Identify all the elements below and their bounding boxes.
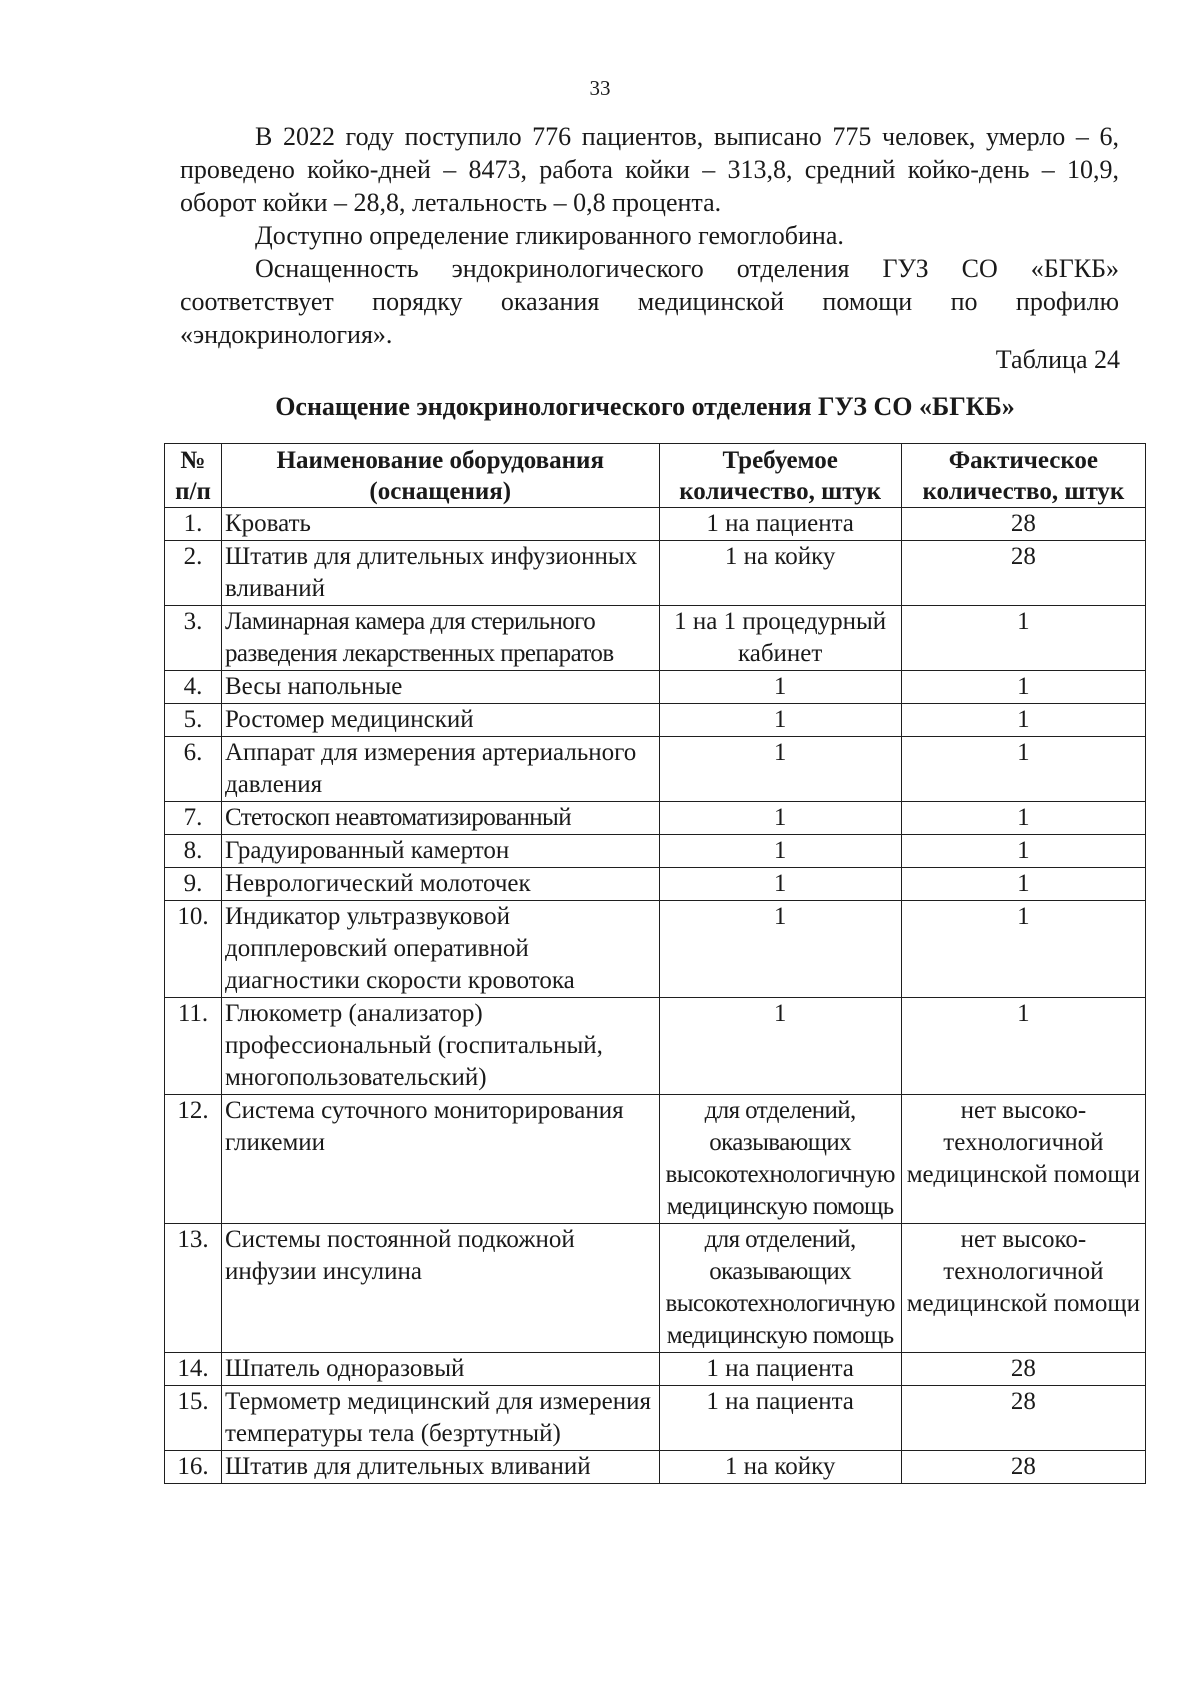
row-name: Неврологический молоточек xyxy=(221,868,659,901)
equipment-table xyxy=(164,443,1146,1484)
row-num: 16. xyxy=(165,1451,222,1484)
row-name: Индикатор ультразвуковой допплеровский оперативной диагностики скорости кровотока xyxy=(221,901,659,998)
row-num: 5. xyxy=(165,704,222,737)
row-name: Ламинарная камера для стерильного разведения лекарственных препаратов xyxy=(221,606,659,671)
row-num: 9. xyxy=(165,868,222,901)
row-actual: нет высоко-технологичной медицинской помощи xyxy=(901,1224,1145,1353)
row-actual: 1 xyxy=(901,606,1145,671)
row-name: Система суточного мониторирования гликемии xyxy=(221,1095,659,1224)
row-required: 1 xyxy=(659,998,901,1095)
row-name: Системы постоянной подкожной инфузии инсулина xyxy=(221,1224,659,1353)
row-required: 1 на койку xyxy=(659,1451,901,1484)
row-actual: 1 xyxy=(901,671,1145,704)
row-required: 1 xyxy=(659,671,901,704)
table-row xyxy=(165,901,1146,998)
table-row xyxy=(165,704,1146,737)
row-actual: 1 xyxy=(901,835,1145,868)
row-actual: 1 xyxy=(901,868,1145,901)
paragraph-equipment-compliance: Оснащенность эндокринологического отделения ГУЗ СО «БГКБ» соответствует порядку оказания медицинской помощи по профилю «эндокринология». xyxy=(180,254,1119,349)
table-header-row xyxy=(165,444,1146,508)
page-number: 33 xyxy=(589,76,611,100)
row-num: 10. xyxy=(165,901,222,998)
table-row xyxy=(165,1095,1146,1224)
row-required: 1 xyxy=(659,868,901,901)
table-row xyxy=(165,1224,1146,1353)
table-row xyxy=(165,737,1146,802)
row-name: Аппарат для измерения артериального давления xyxy=(221,737,659,802)
paragraph-statistics: В 2022 году поступило 776 пациентов, выписано 775 человек, умерло – 6, проведено койко-дней – 8473, работа койки – 313,8, средний койко-день – 10,9, оборот койки – 28,8, летальность – 0,8 процента. xyxy=(180,122,1119,217)
row-required: 1 xyxy=(659,704,901,737)
row-name: Штатив для длительных инфузионных вливаний xyxy=(221,541,659,606)
row-num: 7. xyxy=(165,802,222,835)
table-row xyxy=(165,1386,1146,1451)
row-required: для отделений, оказывающих высокотехнологичную медицинскую помощь xyxy=(659,1224,901,1353)
row-name: Термометр медицинский для измерения температуры тела (безртутный) xyxy=(221,1386,659,1451)
row-required: 1 на койку xyxy=(659,541,901,606)
row-name: Весы напольные xyxy=(221,671,659,704)
row-actual: 1 xyxy=(901,737,1145,802)
row-num: 14. xyxy=(165,1353,222,1386)
table-row xyxy=(165,868,1146,901)
row-required: 1 на пациента xyxy=(659,1353,901,1386)
row-num: 4. xyxy=(165,671,222,704)
table-row xyxy=(165,508,1146,541)
row-name: Ростомер медицинский xyxy=(221,704,659,737)
row-actual: 28 xyxy=(901,508,1145,541)
row-actual: 28 xyxy=(901,1353,1145,1386)
row-actual: нет высоко-технологичной медицинской помощи xyxy=(901,1095,1145,1224)
row-actual: 28 xyxy=(901,1386,1145,1451)
row-name: Стетоскоп неавтоматизированный xyxy=(221,802,659,835)
table-row xyxy=(165,541,1146,606)
table-row xyxy=(165,606,1146,671)
table-row xyxy=(165,802,1146,835)
header-required: Требуемое количество, штук xyxy=(659,444,901,508)
row-num: 12. xyxy=(165,1095,222,1224)
table-row xyxy=(165,835,1146,868)
row-name: Глюкометр (анализатор) профессиональный (госпитальный, многопользовательский) xyxy=(221,998,659,1095)
header-name: Наименование оборудования (оснащения) xyxy=(221,444,659,508)
table-row xyxy=(165,1451,1146,1484)
row-name: Кровать xyxy=(221,508,659,541)
row-actual: 28 xyxy=(901,541,1145,606)
row-required: 1 xyxy=(659,737,901,802)
table-label: Таблица 24 xyxy=(995,345,1120,374)
header-num: № п/п xyxy=(165,444,222,508)
table-row xyxy=(165,1353,1146,1386)
row-num: 2. xyxy=(165,541,222,606)
row-num: 6. xyxy=(165,737,222,802)
header-actual: Фактическое количество, штук xyxy=(901,444,1145,508)
row-name: Штатив для длительных вливаний xyxy=(221,1451,659,1484)
row-actual: 1 xyxy=(901,802,1145,835)
row-required: 1 xyxy=(659,802,901,835)
row-actual: 28 xyxy=(901,1451,1145,1484)
row-required: 1 xyxy=(659,835,901,868)
row-name: Шпатель одноразовый xyxy=(221,1353,659,1386)
row-num: 1. xyxy=(165,508,222,541)
row-required: для отделений, оказывающих высокотехнологичную медицинскую помощь xyxy=(659,1095,901,1224)
row-num: 13. xyxy=(165,1224,222,1353)
row-num: 15. xyxy=(165,1386,222,1451)
row-actual: 1 xyxy=(901,704,1145,737)
table-row xyxy=(165,998,1146,1095)
paragraph-hemoglobin: Доступно определение гликированного гемоглобина. xyxy=(255,221,844,250)
row-num: 11. xyxy=(165,998,222,1095)
row-num: 3. xyxy=(165,606,222,671)
row-actual: 1 xyxy=(901,998,1145,1095)
row-num: 8. xyxy=(165,835,222,868)
row-actual: 1 xyxy=(901,901,1145,998)
row-required: 1 xyxy=(659,901,901,998)
table-row xyxy=(165,671,1146,704)
row-required: 1 на пациента xyxy=(659,508,901,541)
table-title: Оснащение эндокринологического отделения ГУЗ СО «БГКБ» xyxy=(275,392,1015,421)
row-required: 1 на 1 процедурный кабинет xyxy=(659,606,901,671)
row-name: Градуированный камертон xyxy=(221,835,659,868)
row-required: 1 на пациента xyxy=(659,1386,901,1451)
